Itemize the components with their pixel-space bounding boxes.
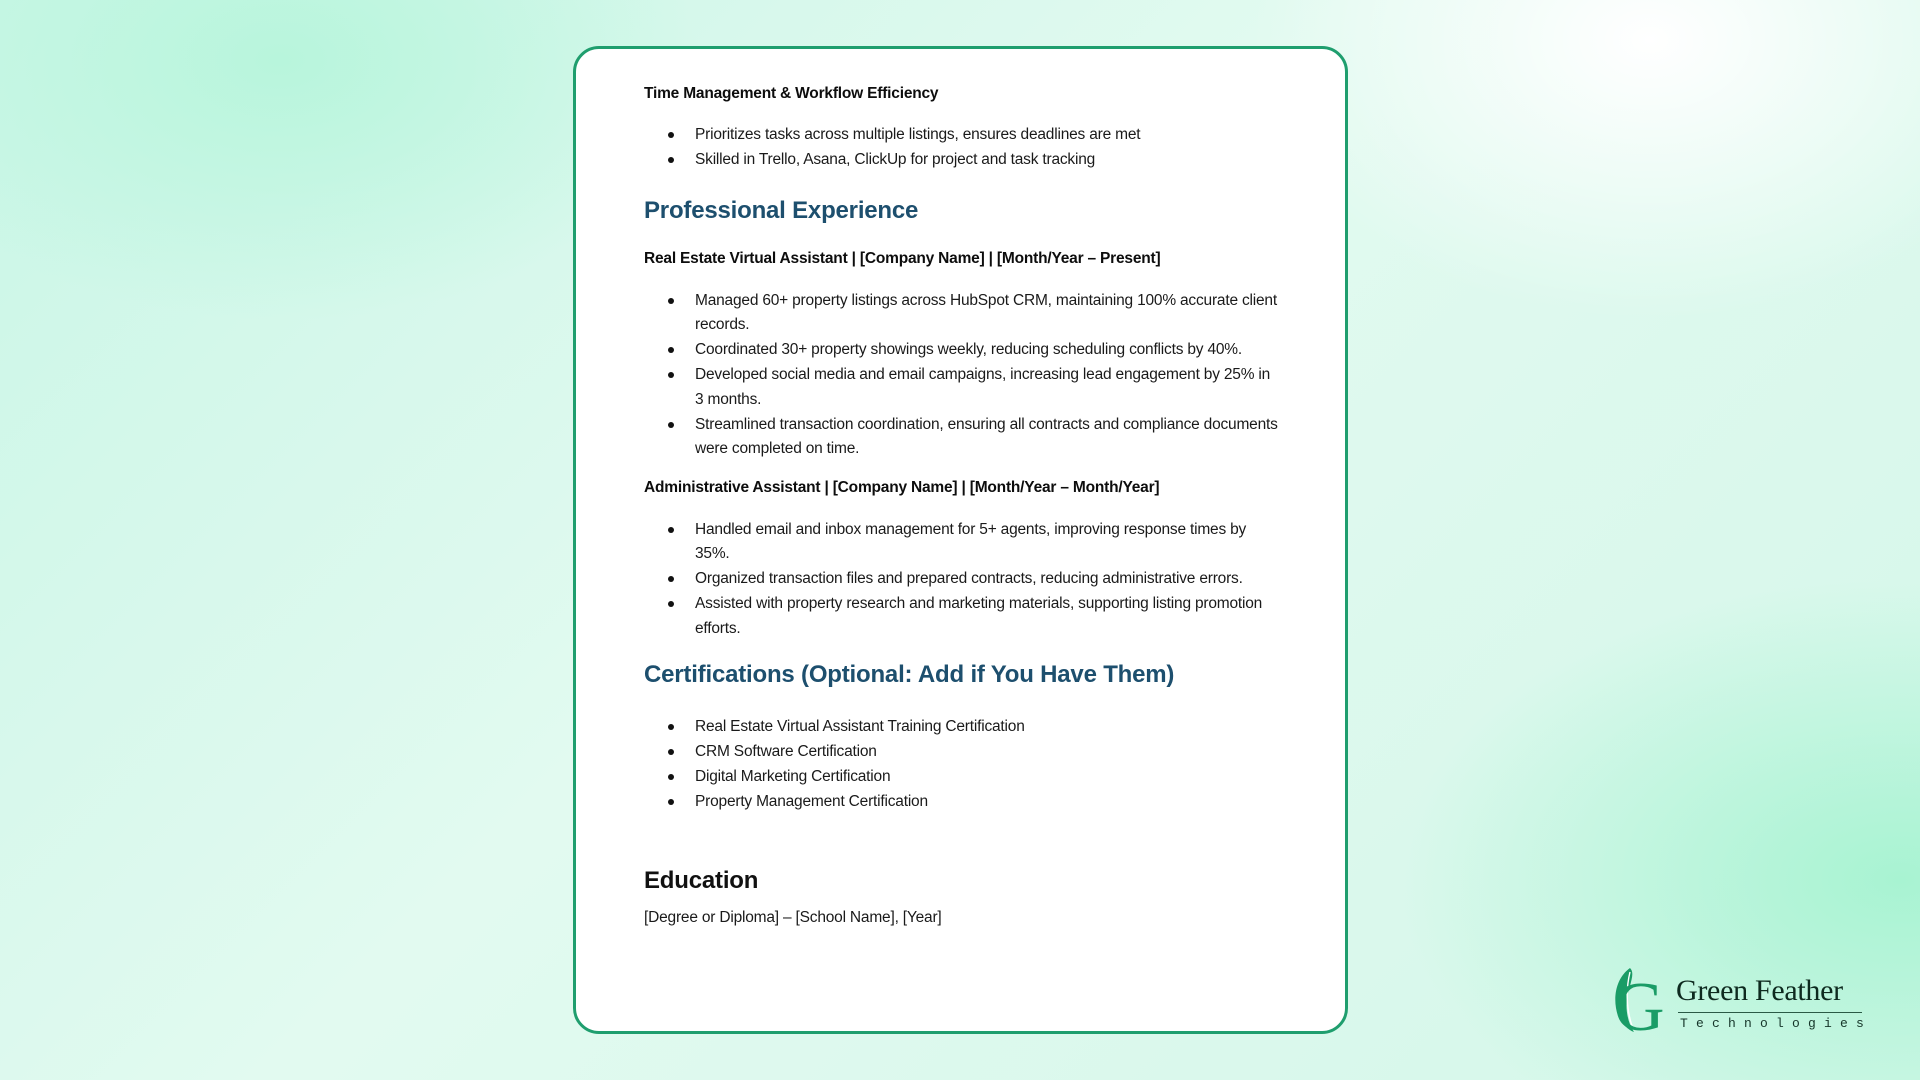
list-item: Developed social media and email campaigns, increasing lead engagement by 25% in 3 months. xyxy=(668,363,1279,412)
list-item: CRM Software Certification xyxy=(668,740,1279,765)
job-bullets xyxy=(668,289,1279,462)
job-title: Administrative Assistant | [Company Name] | [Month/Year – Month/Year] xyxy=(644,478,1160,496)
skill-list xyxy=(668,123,1279,173)
logo-brand-name: Green Feather xyxy=(1676,974,1843,1007)
job-bullets xyxy=(668,518,1279,642)
list-item: Real Estate Virtual Assistant Training Certification xyxy=(668,715,1279,740)
list-item: Coordinated 30+ property showings weekly, reducing scheduling conflicts by 40%. xyxy=(668,338,1279,363)
list-item: Skilled in Trello, Asana, ClickUp for project and task tracking xyxy=(668,148,1279,173)
section-heading-certifications: Certifications (Optional: Add if You Have Them) xyxy=(644,661,1175,688)
job-title: Real Estate Virtual Assistant | [Company Name] | [Month/Year – Present] xyxy=(644,249,1161,267)
education-entry: [Degree or Diploma] – [School Name], [Year] xyxy=(644,908,942,926)
logo-divider xyxy=(1678,1012,1862,1013)
list-item: Streamlined transaction coordination, ensuring all contracts and compliance documents were completed on time. xyxy=(668,413,1279,462)
resume-document-card xyxy=(573,46,1348,1034)
certification-list xyxy=(668,715,1279,815)
list-item: Property Management Certification xyxy=(668,790,1279,815)
list-item: Prioritizes tasks across multiple listings, ensures deadlines are met xyxy=(668,123,1279,148)
section-heading-experience: Professional Experience xyxy=(644,196,919,224)
list-item: Assisted with property research and marketing materials, supporting listing promotion efforts. xyxy=(668,592,1279,641)
feather-g-icon xyxy=(1608,962,1672,1036)
list-item: Managed 60+ property listings across HubSpot CRM, maintaining 100% accurate client records. xyxy=(668,289,1279,338)
company-logo xyxy=(1608,962,1873,1036)
skill-subheading: Time Management & Workflow Efficiency xyxy=(644,85,939,102)
svg-text:G: G xyxy=(1614,969,1665,1036)
section-heading-education: Education xyxy=(644,866,759,894)
logo-tagline: Technologies xyxy=(1680,1016,1873,1031)
list-item: Digital Marketing Certification xyxy=(668,765,1279,790)
list-item: Organized transaction files and prepared contracts, reducing administrative errors. xyxy=(668,567,1279,592)
list-item: Handled email and inbox management for 5+ agents, improving response times by 35%. xyxy=(668,518,1279,567)
